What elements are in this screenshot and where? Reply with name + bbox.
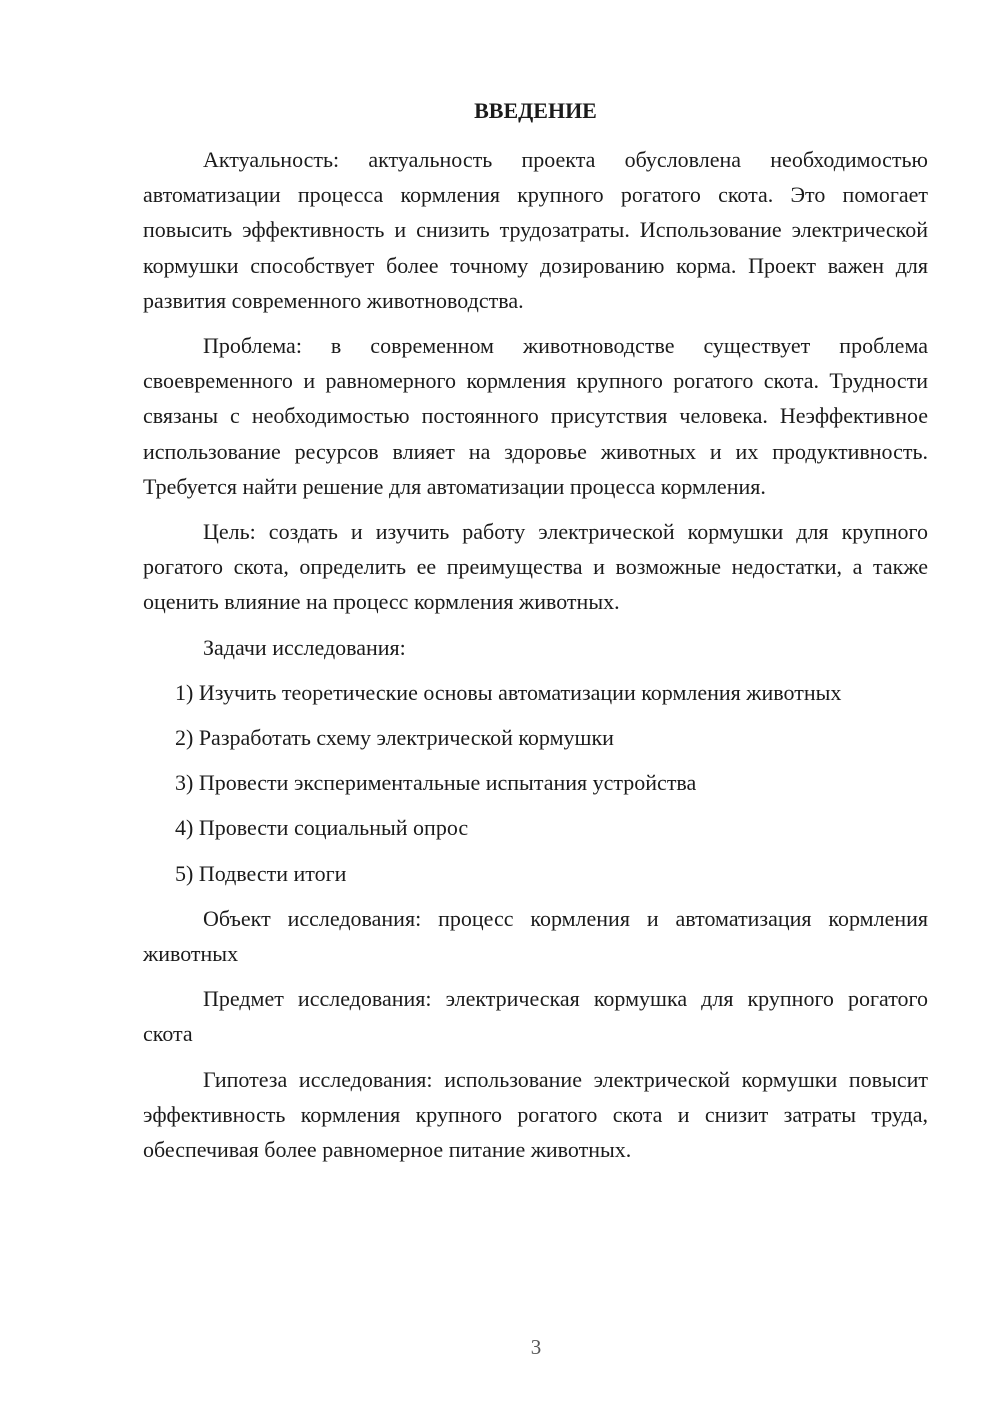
task-item: 2) Разработать схему электрической кормушки [175, 725, 614, 751]
paragraph-goal: Цель: создать и изучить работу электрической кормушки для крупного рогатого скота, определить ее преимущества и возможные недостатки, а также оценить влияние на процесс кормления животных. [143, 519, 928, 615]
section-title: ВВЕДЕНИЕ [474, 98, 597, 123]
task-item: 3) Провести экспериментальные испытания устройства [175, 770, 697, 796]
paragraph-problem: Проблема: в современном животноводстве существует проблема своевременного и равномерного кормления крупного рогатого скота. Трудности связаны с необходимостью постоянного присутствия человека. Неэффективное использование ресурсов влияет на здоровье животных и их продуктивность. Требуется найти решение для автоматизации процесса кормления. [143, 333, 928, 499]
page-number: 3 [530, 1335, 542, 1359]
paragraph-subject: Предмет исследования: электрическая кормушка для крупного рогатого скота [143, 986, 928, 1047]
paragraph-relevance: Актуальность: актуальность проекта обусловлена необходимостью автоматизации процесса кормления крупного рогатого скота. Это помогает повысить эффективность и снизить трудозатраты. Использование электрической кормушки способствует более точному дозированию корма. Проект важен для развития современного животноводства. [143, 147, 928, 313]
paragraph-hypothesis: Гипотеза исследования: использование электрической кормушки повысит эффективность кормления крупного рогатого скота и снизит затраты труда, обеспечивая более равномерное питание животных. [143, 1066, 928, 1163]
document-body [143, 142, 928, 1177]
task-item: 5) Подвести итоги [175, 860, 347, 886]
task-item: 1) Изучить теоретические основы автоматизации кормления животных [175, 679, 842, 705]
task-item: 4) Провести социальный опрос [175, 815, 469, 841]
tasks-heading: Задачи исследования: [203, 634, 406, 660]
paragraph-object: Объект исследования: процесс кормления и автоматизация кормления животных [143, 905, 928, 967]
